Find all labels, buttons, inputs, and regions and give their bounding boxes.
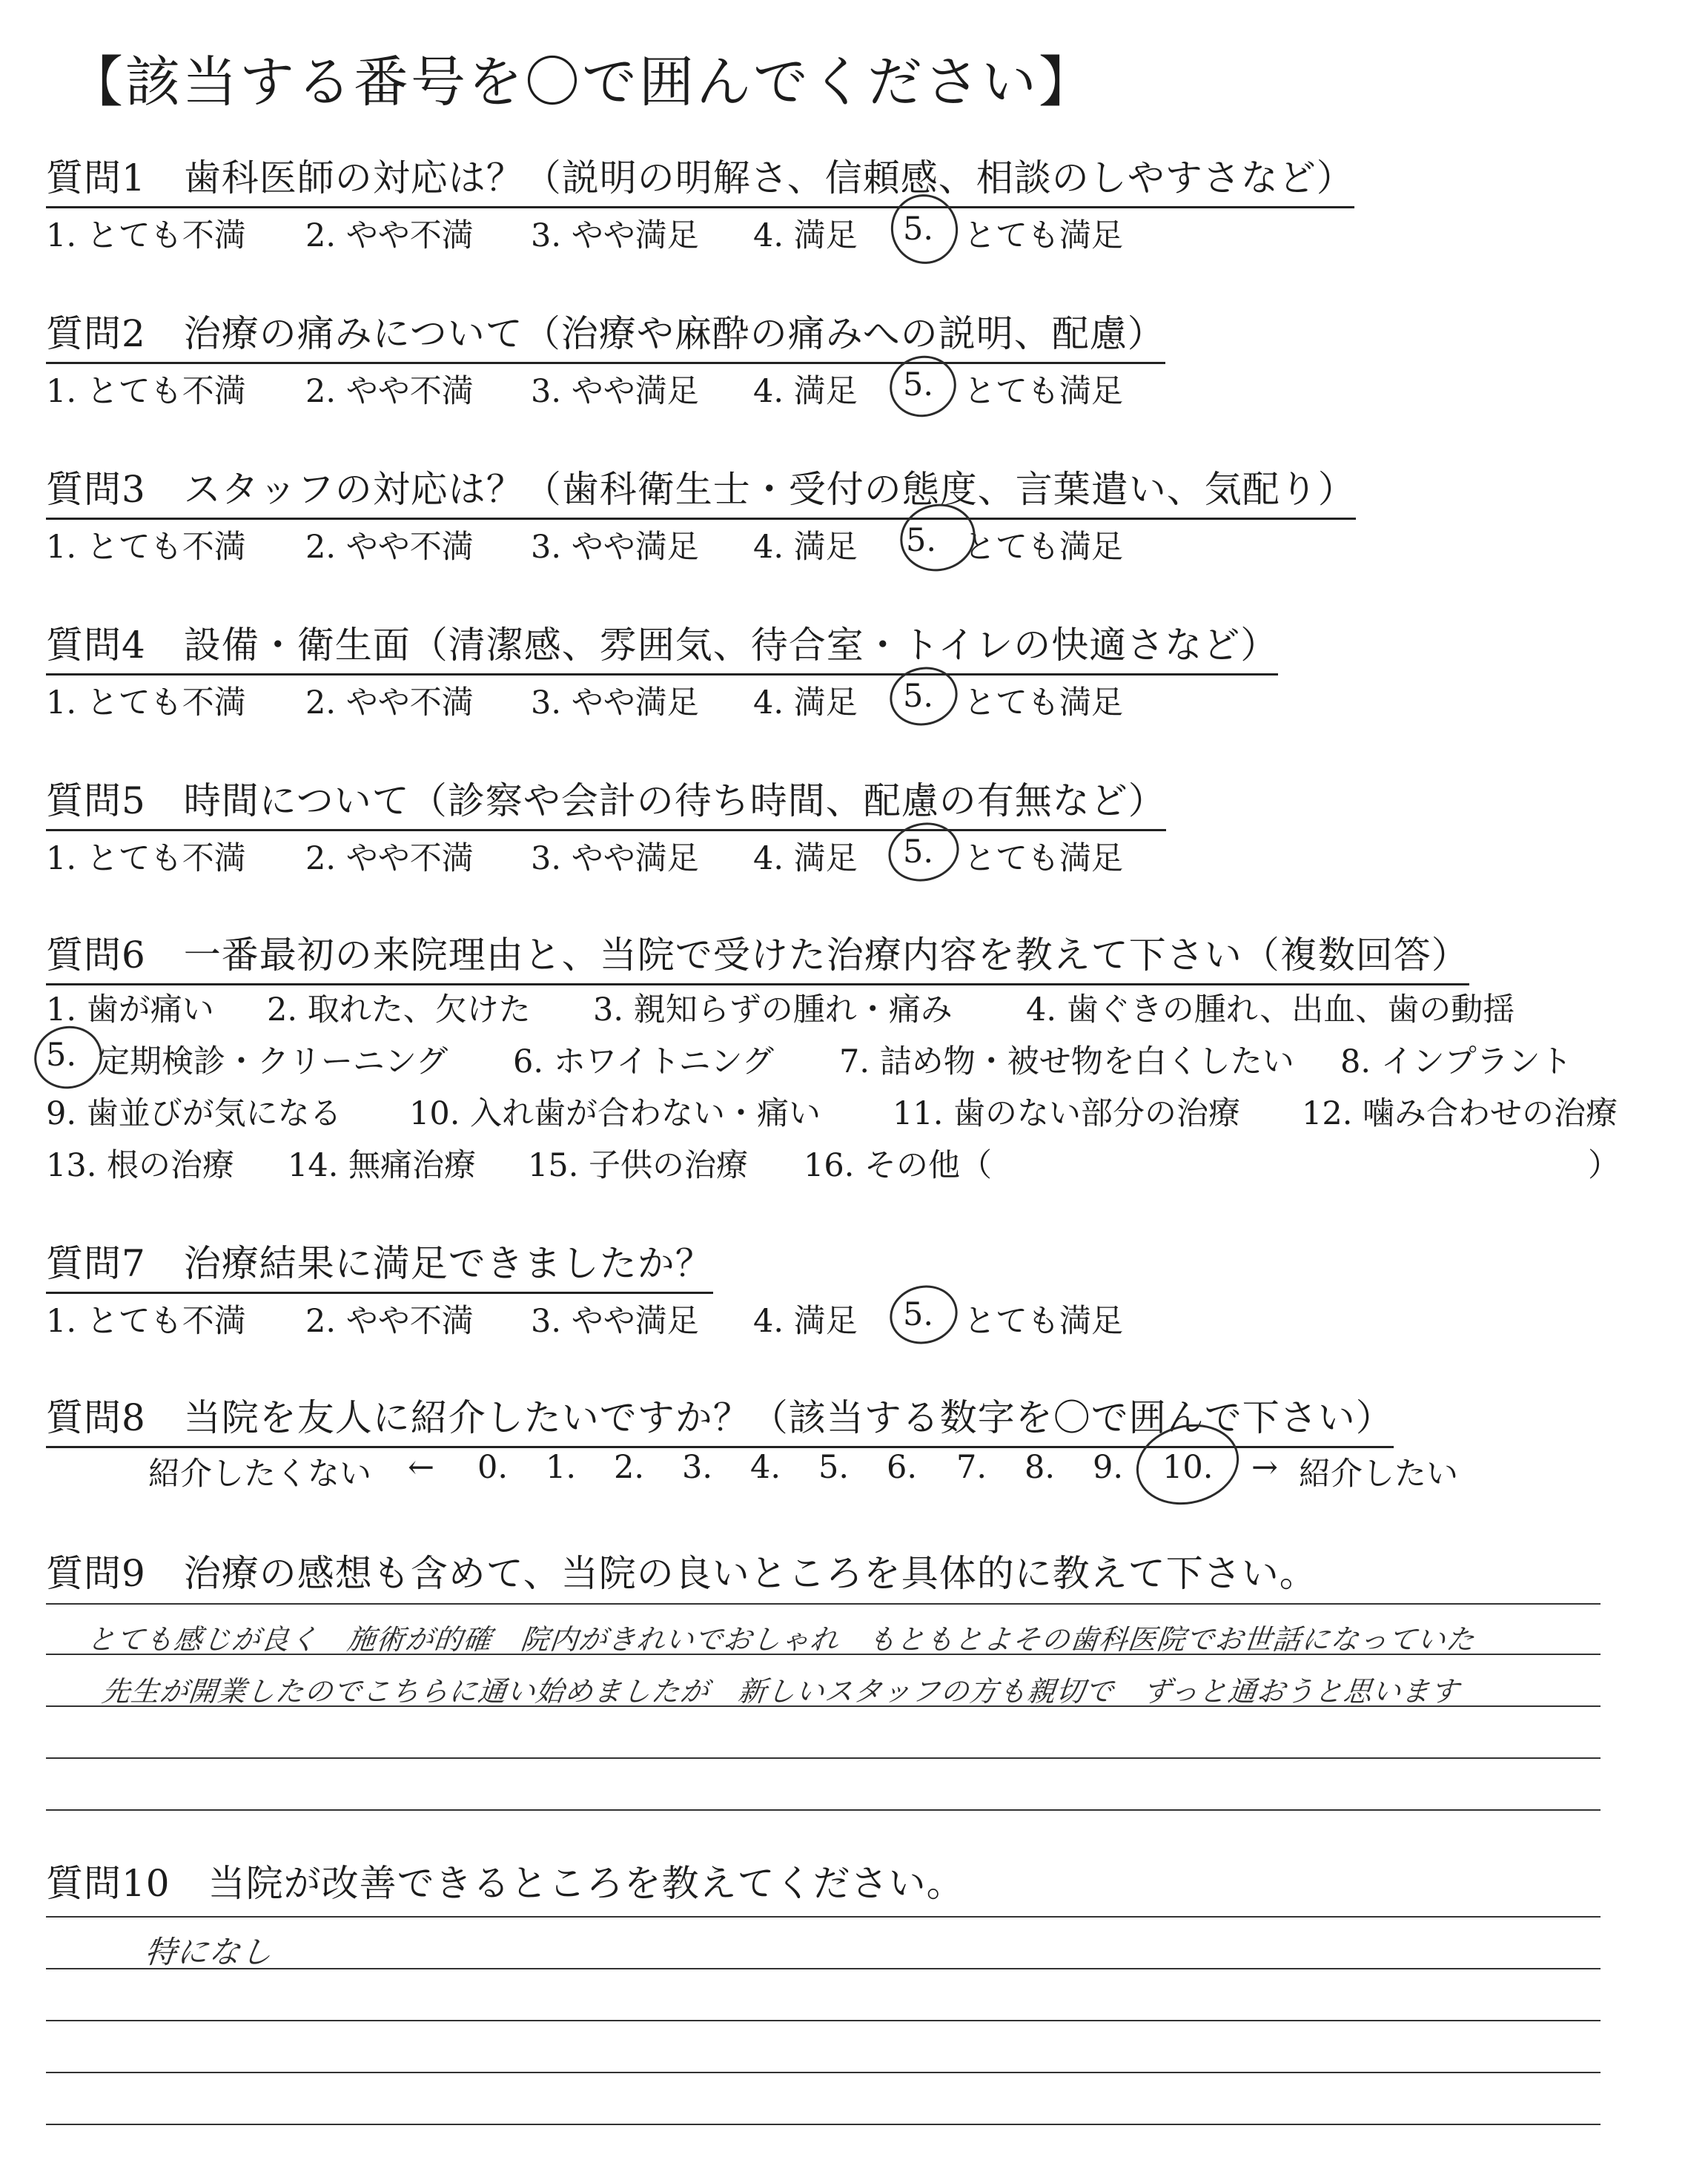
option-2[interactable]: 2. やや不満	[305, 1303, 474, 1340]
option-2[interactable]: 2. やや不満	[305, 373, 474, 410]
option-1[interactable]: 1. とても不満	[46, 217, 246, 254]
scale-0[interactable]: 0.	[477, 1449, 509, 1486]
scale-3[interactable]: 3.	[682, 1449, 713, 1486]
option-1[interactable]: 1. とても不満	[46, 1303, 246, 1340]
right-arrow: →	[1251, 1449, 1279, 1486]
scale-9[interactable]: 9.	[1093, 1449, 1124, 1486]
scale-6[interactable]: 6.	[887, 1449, 918, 1486]
answer-line	[46, 1757, 1601, 1759]
question-6-title: 質問6 一番最初の来院理由と、当院で受けた治療内容を教えて下さい（複数回答）	[46, 925, 1469, 985]
question-4-title: 質問4 設備・衛生面（清潔感、雰囲気、待合室・トイレの快適さなど）	[46, 615, 1278, 676]
reason-1[interactable]: 1. 歯が痛い	[46, 991, 214, 1028]
option-5-number[interactable]: 5.	[906, 522, 937, 559]
reason-3[interactable]: 3. 親知らずの腫れ・痛み	[593, 991, 953, 1028]
option-5-label[interactable]: とても満足	[964, 529, 1123, 566]
option-3[interactable]: 3. やや満足	[531, 217, 699, 254]
question-5-title: 質問5 時間について（診察や会計の待ち時間、配慮の有無など）	[46, 771, 1166, 831]
question-8-title: 質問8 当院を友人に紹介したいですか？（該当する数字を〇で囲んで下さい）	[46, 1388, 1394, 1448]
option-5-label[interactable]: とても満足	[964, 840, 1123, 877]
option-4[interactable]: 4. 満足	[753, 684, 858, 721]
question-9-title: 質問9 治療の感想も含めて、当院の良いところを具体的に教えて下さい。	[46, 1552, 1317, 1595]
option-3[interactable]: 3. やや満足	[531, 529, 699, 566]
selection-circle-mark	[27, 1019, 109, 1096]
scale-4[interactable]: 4.	[750, 1449, 781, 1486]
option-4[interactable]: 4. 満足	[753, 217, 858, 254]
option-5-number[interactable]: 5.	[903, 211, 934, 248]
scale-7[interactable]: 7.	[956, 1449, 987, 1486]
scale-1[interactable]: 1.	[546, 1449, 577, 1486]
scale-2[interactable]: 2.	[614, 1449, 645, 1486]
handwritten-answer-line-2: 先生が開業したのでこちらに通い始めましたが 新しいスタッフの方も親切で ずっと通おうと思います	[100, 1675, 1461, 1708]
answer-line	[46, 2072, 1601, 2073]
question-1-title: 質問1 歯科医師の対応は？（説明の明解さ、信頼感、相談のしやすさなど）	[46, 148, 1354, 208]
answer-line	[46, 2020, 1601, 2021]
reason-11[interactable]: 11. 歯のない部分の治療	[893, 1095, 1241, 1132]
reason-14[interactable]: 14. 無痛治療	[288, 1147, 477, 1184]
option-4[interactable]: 4. 満足	[753, 529, 858, 566]
option-5-label[interactable]: とても満足	[964, 373, 1123, 410]
page-title: 【該当する番号を〇で囲んでください】	[68, 50, 1096, 114]
answer-line	[46, 1968, 1601, 1969]
option-3[interactable]: 3. やや満足	[531, 373, 699, 410]
option-1[interactable]: 1. とても不満	[46, 373, 246, 410]
scale-right-label: 紹介したい	[1299, 1456, 1458, 1493]
reason-15[interactable]: 15. 子供の治療	[528, 1147, 749, 1184]
option-1[interactable]: 1. とても不満	[46, 840, 246, 877]
handwritten-answer: 特になし	[143, 1934, 275, 1970]
answer-line	[46, 1603, 1601, 1605]
selection-circle-mark	[884, 1278, 964, 1351]
reason-9[interactable]: 9. 歯並びが気になる	[46, 1095, 342, 1132]
reason-2[interactable]: 2. 取れた、欠けた	[267, 991, 531, 1028]
option-3[interactable]: 3. やや満足	[531, 1303, 699, 1340]
reason-5-label[interactable]: 定期検診・クリーニング	[98, 1043, 448, 1080]
option-5-label[interactable]: とても満足	[964, 217, 1123, 254]
option-5-label[interactable]: とても満足	[964, 1303, 1123, 1340]
question-2-title: 質問2 治療の痛みについて（治療や麻酔の痛みへの説明、配慮）	[46, 304, 1165, 364]
option-5-label[interactable]: とても満足	[964, 684, 1123, 721]
option-5-number[interactable]: 5.	[903, 366, 934, 403]
answer-line	[46, 1809, 1601, 1811]
option-1[interactable]: 1. とても不満	[46, 684, 246, 721]
reason-5-number[interactable]: 5.	[46, 1037, 77, 1074]
reason-6[interactable]: 6. ホワイトニング	[513, 1043, 774, 1080]
question-7-title: 質問7 治療結果に満足できましたか？	[46, 1234, 713, 1294]
option-2[interactable]: 2. やや不満	[305, 217, 474, 254]
scale-left-label: 紹介したくない	[148, 1456, 371, 1493]
option-2[interactable]: 2. やや不満	[305, 840, 474, 877]
option-5-number[interactable]: 5.	[903, 678, 934, 715]
scale-8[interactable]: 8.	[1025, 1449, 1056, 1486]
question-3-title: 質問3 スタッフの対応は？（歯科衛生士・受付の態度、言葉遣い、気配り）	[46, 460, 1356, 520]
left-arrow: ←	[408, 1449, 435, 1486]
reason-16[interactable]: 16. その他（	[804, 1147, 993, 1184]
reason-8[interactable]: 8. インプラント	[1340, 1043, 1572, 1080]
option-4[interactable]: 4. 満足	[753, 373, 858, 410]
reason-13[interactable]: 13. 根の治療	[46, 1147, 235, 1184]
answer-line	[46, 1916, 1601, 1918]
option-1[interactable]: 1. とても不満	[46, 529, 246, 566]
reason-4[interactable]: 4. 歯ぐきの腫れ、出血、歯の動揺	[1026, 991, 1515, 1028]
option-5-number[interactable]: 5.	[903, 833, 934, 871]
option-3[interactable]: 3. やや満足	[531, 684, 699, 721]
scale-10[interactable]: 10.	[1162, 1449, 1214, 1486]
reason-10[interactable]: 10. 入れ歯が合わない・痛い	[409, 1095, 821, 1132]
question-10-title: 質問10 当院が改善できるところを教えてください。	[46, 1862, 964, 1905]
reason-7[interactable]: 7. 詰め物・被せ物を白くしたい	[839, 1043, 1294, 1080]
option-5-number[interactable]: 5.	[903, 1296, 934, 1333]
reason-16-close-paren: ）	[1588, 1147, 1620, 1184]
option-2[interactable]: 2. やや不満	[305, 684, 474, 721]
option-4[interactable]: 4. 満足	[753, 1303, 858, 1340]
option-2[interactable]: 2. やや不満	[305, 529, 474, 566]
option-3[interactable]: 3. やや満足	[531, 840, 699, 877]
option-4[interactable]: 4. 満足	[753, 840, 858, 877]
scale-5[interactable]: 5.	[818, 1449, 850, 1486]
handwritten-answer-line-1: とても感じが良く 施術が的確 院内がきれいでおしゃれ もともとよその歯科医院でお世話になっていた	[85, 1623, 1477, 1656]
reason-12[interactable]: 12. 噛み合わせの治療	[1302, 1095, 1618, 1132]
answer-line	[46, 2124, 1601, 2125]
